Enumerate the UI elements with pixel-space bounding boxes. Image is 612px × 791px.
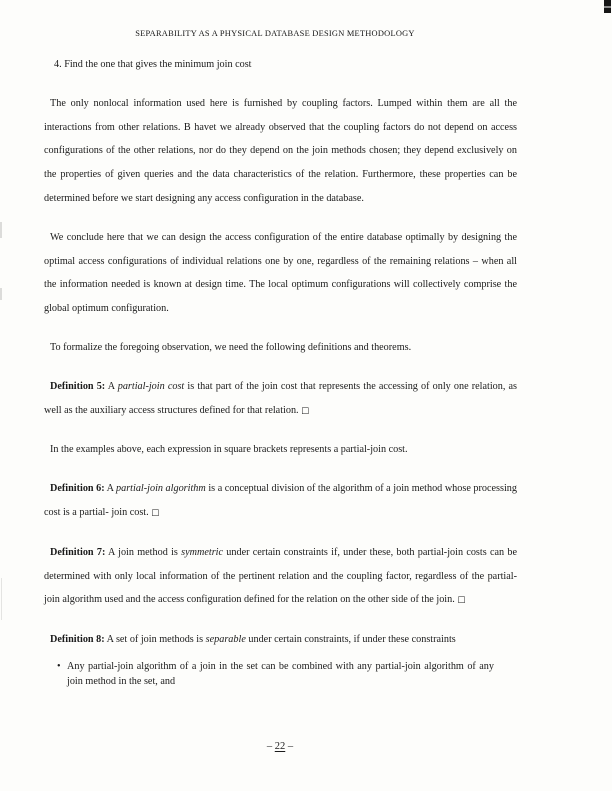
footer-dash-left: – (266, 741, 275, 752)
text-segment: To formalize the foregoing observation, we need the following definitions and theorems. (50, 341, 412, 353)
paragraph (44, 628, 517, 652)
paragraph (44, 92, 517, 211)
text-segment: Any partial-join algorithm of a join in the set can be combined with any partial-join algorithm of any join method in the set, and (67, 660, 494, 687)
text-segment: Definition 7: (50, 546, 106, 558)
paragraph (44, 226, 517, 321)
paragraph (44, 438, 517, 462)
text-segment: A (104, 483, 117, 495)
text-segment: partial-join algorithm (116, 483, 206, 495)
running-header: SEPARABILITY AS A PHYSICAL DATABASE DESIGN METHODOLOGY (135, 29, 415, 38)
text-segment: Definition 5: (50, 380, 106, 392)
text-segment: under certain constraints if, under these, both partial-join costs can be determined with only local information of the pertinent relation and the coupling factor, regardless of the partial-join algorithm used and the access configuration defined for the relation on the other side of the join. (44, 546, 517, 606)
end-of-proof-box-icon: □ (151, 507, 160, 518)
text-segment: partial-join cost (117, 380, 185, 392)
paragraphs-container (44, 92, 517, 690)
text-segment: Definition 8: (50, 634, 105, 646)
text-segment: is a conceptual division of the algorithm of a join method whose processing cost is a partial- join cost. (44, 483, 517, 518)
text-segment: A (105, 380, 118, 392)
page-footer (40, 741, 520, 752)
numbered-list-item-4: 4. Find the one that gives the minimum join cost (54, 59, 252, 70)
paragraph (44, 336, 517, 360)
text-segment: We conclude here that we can design the access configuration of the entire database optimally by designing the optimal access configurations of individual relations one by one, regardless of the remaining relations – when all the information needed is known at design time. The local optimum configurations will collectively comprise the global optimum configuration. (44, 231, 517, 315)
text-segment: symmetric (181, 546, 224, 558)
text-segment: under certain constraints, if under these constraints (245, 634, 456, 646)
text-segment: Definition 6: (50, 483, 105, 495)
end-of-proof-box-icon: □ (301, 405, 310, 416)
bullet-text (67, 660, 494, 690)
text-segment: A set of join methods is (104, 634, 206, 646)
paragraph (44, 541, 517, 613)
footer-dash-right: – (285, 741, 294, 752)
bullet-item (57, 660, 494, 690)
text-segment: The only nonlocal information used here is furnished by coupling factors. Lumped within them are all the interactions from other relations. B havet we already observed that the coupling factors do not depend on access configurations of the other relations, nor do they depend on the join methods chosen; they depend exclusively on the properties of given queries and the data characteristics of the relation. Furthermore, these properties can be determined before we start designing any access configuration in the database. (44, 97, 517, 204)
text-segment: In the examples above, each expression in square brackets represents a partial-join cost. (50, 444, 408, 456)
scan-artifact-mark (604, 0, 611, 13)
page-number: 22 (274, 741, 286, 752)
scan-edge-artifact (0, 222, 2, 238)
page-body (44, 53, 517, 690)
scan-edge-artifact (0, 288, 2, 300)
text-segment: separable (205, 634, 246, 646)
scan-edge-artifact (1, 578, 2, 620)
paragraph (44, 477, 517, 526)
text-segment: is that part of the join cost that represents the accessing of only one relation, as well as the auxiliary access structures defined for that relation. (44, 380, 518, 416)
paragraph (44, 375, 517, 424)
text-segment: A join method is (105, 546, 182, 558)
bullet-icon: • (57, 660, 61, 672)
end-of-proof-box-icon: □ (457, 595, 466, 606)
